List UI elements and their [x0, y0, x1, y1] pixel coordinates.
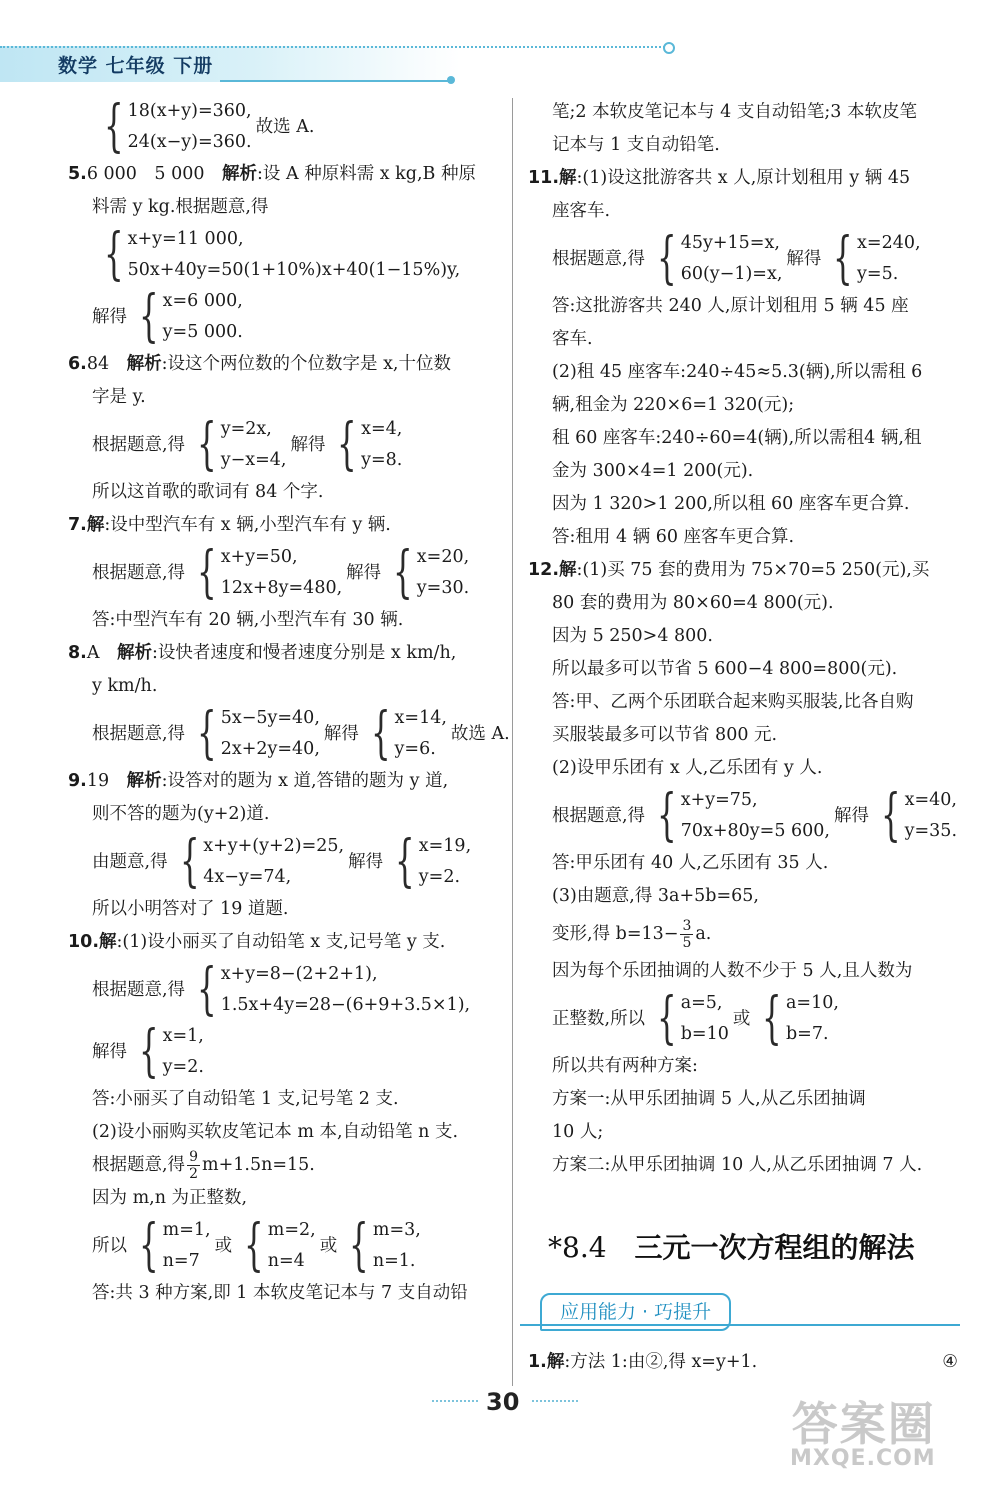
- fraction: $\frac{9}{2}$: [189, 1149, 198, 1182]
- page-number-ornament: [432, 1400, 478, 1406]
- text-line: 料需 y kg.根据题意,得: [92, 197, 269, 217]
- equation-system: 由题意,得 { x+y+(y+2)=25, 4x−y=74, 解得 { x=19, y=2.: [92, 829, 472, 894]
- solution-options: 正整数,所以 { a=5, b=10 或 { a=10, b=7.: [552, 986, 839, 1051]
- left-column: [68, 96, 508, 1310]
- text-line: 方案二:从甲乐团抽调 10 人,从乙乐团抽调 7 人.: [552, 1155, 923, 1175]
- text-line: 座客车.: [552, 201, 611, 221]
- text-line: 方案一:从甲乐团抽调 5 人,从乙乐团抽调: [552, 1089, 866, 1109]
- circled-marker: ④: [942, 1352, 958, 1372]
- fraction: $\frac{3}{5}$: [682, 917, 692, 951]
- text-line: 金为 300×4=1 200(元).: [552, 461, 754, 481]
- page-number: 30: [486, 1388, 520, 1416]
- text-line: 笔;2 本软皮笔记本与 4 支自动铅笔;3 本软皮笔: [552, 102, 917, 122]
- question-12: 12.解:(1)买 75 套的费用为 75×70=5 250(元),买: [528, 560, 930, 580]
- equation-system: 根据题意,得 { 45y+15=x, 60(y−1)=x, 解得 { x=240, y=5.: [552, 226, 921, 291]
- question-7: 7.解:设中型汽车有 x 辆,小型汽车有 y 辆.: [68, 515, 391, 535]
- question-8: 8.A 解析:设快者速度和慢者速度分别是 x km/h,: [68, 643, 457, 663]
- answer: 答:共 3 种方案,即 1 本软皮笔记本与 7 支自动铅: [92, 1283, 468, 1303]
- section-badge: 应用能力 · 巧提升: [540, 1293, 731, 1331]
- text-line: (3)由题意,得 3a+5b=65,: [552, 886, 759, 906]
- equation-system: 根据题意,得 { x+y=8−(2+2+1), 1.5x+4y=28−(6+9+3.5×1),: [92, 957, 471, 1022]
- text-line: 所以共有两种方案:: [552, 1056, 698, 1076]
- answer: 答:甲乐团有 40 人,乙乐团有 35 人.: [552, 853, 829, 873]
- equation-system: { x+y=11 000, 50x+40y=50(1+10%)x+40(1−15%)y,: [104, 222, 461, 287]
- column-divider: [512, 98, 513, 1386]
- answer: 答:甲、乙两个乐团联合起来购买服装,比各自购: [552, 692, 914, 712]
- text-line: 因为 1 320>1 200,所以租 60 座客车更合算.: [552, 494, 910, 514]
- text-line: 租 60 座客车:240÷60=4(辆),所以需租4 辆,租: [552, 428, 922, 448]
- text-line: 客车.: [552, 329, 593, 349]
- text-line: 因为 5 250>4 800.: [552, 626, 713, 646]
- equation-system: { 18(x+y)=360, 24(x−y)=360. 故选 A.: [68, 96, 508, 158]
- section-rule: [520, 1324, 960, 1326]
- text-line: (2)租 45 座客车:240÷45≈5.3(辆),所以需租 6: [552, 362, 923, 382]
- page-number-ornament: [532, 1400, 578, 1406]
- header-ornament-lower: [447, 76, 455, 84]
- solution-system: 解得 { x=6 000, y=5 000.: [92, 284, 243, 349]
- text-line: 买服装最多可以节省 800 元.: [552, 725, 778, 745]
- text-line: 则不答的题为(y+2)道.: [92, 804, 270, 824]
- header-ornament: [663, 42, 675, 54]
- conclusion: 所以这首歌的歌词有 84 个字.: [92, 482, 324, 502]
- question-10: 10.解:(1)设小丽买了自动铅笔 x 支,记号笔 y 支.: [68, 932, 446, 952]
- equation-system: 根据题意,得 { y=2x, y−x=4, 解得 { x=4, y=8.: [92, 412, 403, 477]
- answer: 答:小丽买了自动铅笔 1 支,记号笔 2 支.: [92, 1089, 399, 1109]
- question-9: 9.19 解析:设答对的题为 x 道,答错的题为 y 道,: [68, 771, 449, 791]
- answer: 答:租用 4 辆 60 座客车更合算.: [552, 527, 795, 547]
- text-line: 辆,租金为 220×6=1 320(元);: [552, 395, 795, 415]
- equation-system: 根据题意,得 { 5x−5y=40, 2x+2y=40, 解得 { x=14, y=6. 故选 A.: [92, 701, 510, 766]
- text-line: 10 人;: [552, 1122, 604, 1142]
- solution-options: 所以 { m=1, n=7 或 { m=2, n=4 或 { m=3, n=1.: [92, 1213, 421, 1278]
- answer: 答:这批游客共 240 人,原计划租用 5 辆 45 座: [552, 296, 909, 316]
- text-line: 因为 m,n 为正整数,: [92, 1188, 248, 1208]
- text-line: y km/h.: [92, 676, 158, 696]
- solution-system: 解得 { x=1, y=2.: [92, 1019, 204, 1084]
- text-line: 80 套的费用为 80×60=4 800(元).: [552, 593, 834, 613]
- header-rule-lower: [220, 80, 450, 82]
- equation: 根据题意,得 $\frac{9}{2}$ m+1.5n=15.: [92, 1149, 315, 1182]
- text-line: 记本与 1 支自动铅笔.: [552, 135, 720, 155]
- right-column: [528, 96, 968, 1182]
- text-line: 字是 y.: [92, 387, 146, 407]
- answer: 答:中型汽车有 20 辆,小型汽车有 30 辆.: [92, 610, 404, 630]
- equation-system: 根据题意,得 { x+y=75, 70x+80y=5 600, 解得 { x=40, y=35.: [552, 783, 958, 848]
- question-11: 11.解:(1)设这批游客共 x 人,原计划租用 y 辆 45: [528, 168, 911, 188]
- section-heading: *8.4 三元一次方程组的解法: [548, 1231, 915, 1264]
- text-line: (2)设甲乐团有 x 人,乙乐团有 y 人.: [552, 758, 823, 778]
- watermark: 答案圈 MXQE.COM: [790, 1397, 936, 1471]
- text-line: 因为每个乐团抽调的人数不少于 5 人,且人数为: [552, 961, 913, 981]
- question-5: 5.6 000 5 000 解析:设 A 种原料需 x kg,B 种原: [68, 164, 476, 184]
- question-1: 1.解:方法 1:由②,得 x=y+1. ④: [528, 1346, 968, 1379]
- system-brace: { 18(x+y)=360, 24(x−y)=360.: [104, 94, 252, 159]
- question-6: 6.84 解析:设这个两位数的个位数字是 x,十位数: [68, 354, 451, 374]
- header-rule: [0, 46, 665, 48]
- conclusion: 所以小明答对了 19 道题.: [92, 899, 289, 919]
- equation-system: 根据题意,得 { x+y=50, 12x+8y=480, 解得 { x=20, y=30.: [92, 540, 470, 605]
- text-line: (2)设小丽购买软皮笔记本 m 本,自动铅笔 n 支.: [92, 1122, 459, 1142]
- equation: 变形,得 b=13− $\frac{3}{5}$ a.: [552, 917, 712, 951]
- text-line: 所以最多可以节省 5 600−4 800=800(元).: [552, 659, 898, 679]
- book-title: 数学 七年级 下册: [58, 55, 214, 77]
